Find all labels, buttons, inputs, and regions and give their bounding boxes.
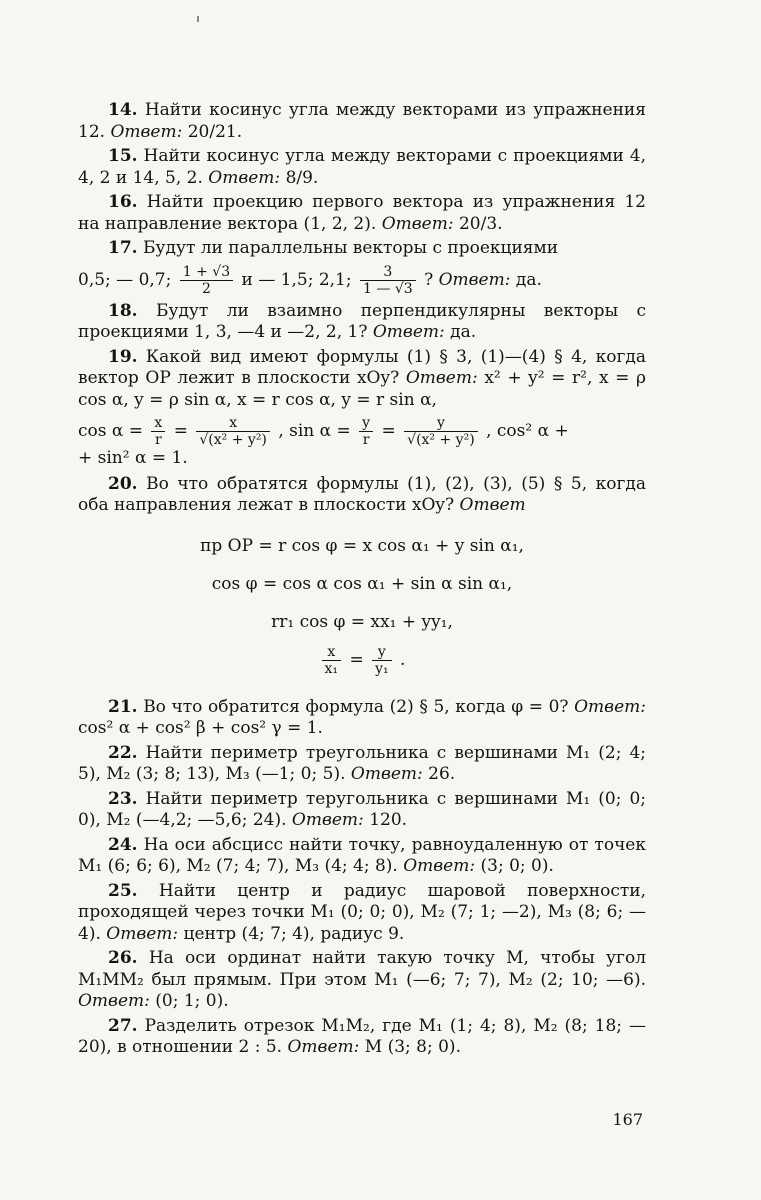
exercise-27: 27. Разделить отрезок M₁M₂, где M₁ (1; 4; 8), M₂ (8; 18; —20), в отношении 2 : 5. Ответ: M (3; 8; 0). — [78, 1015, 647, 1057]
page-content — [78, 100, 646, 1062]
page-number: 167 — [612, 1110, 643, 1129]
exercise-22: 22. Найти периметр треугольника с вершинами M₁ (2; 4; 5), M₂ (3; 8; 13), M₃ (—1; 0; 5). Ответ: 26. — [78, 742, 646, 784]
formula-line: cos φ = cos α cos α₁ + sin α sin α₁, — [211, 573, 513, 594]
exercise-16: 16. Найти проекцию первого вектора из упражнения 12 на направление вектора (1, 2, 2). Ответ: 20/3. — [78, 192, 647, 234]
fraction: $\frac{x}{\text{√(x² + y²)}}$ — [196, 415, 270, 448]
exercise-19-formula: cos α = $\frac{x}{r}$ = $\frac{x}{\text{√(x² + y²)}}$ , sin α = $\frac{y}{r}$ = $\frac{y}{\text{√(x² + y²)}}$ , cos² α + + sin² α = 1. — [78, 415, 569, 468]
exercise-15: 15. Найти косинус угла между векторами с проекциями 4, 4, 2 и 14, 5, 2. Ответ: 8/9. — [78, 146, 646, 188]
exercise-19: 19. Какой вид имеют формулы (1) § 3, (1)—(4) § 4, когда вектор OP лежит в плоскости xOy? Ответ: x² + y² = r², x = ρ cos α, y = ρ sin α, x = r cos α, y = r sin α, — [78, 346, 647, 410]
fraction: $\frac{3}{1 — √3}$ — [360, 264, 416, 297]
display-formulas — [78, 527, 646, 679]
formula-line: пр OP = r cos φ = x cos α₁ + y sin α₁, — [200, 535, 524, 556]
exercise-17: 17. Будут ли параллельны векторы с проекциями — [108, 238, 559, 258]
formula-line: $\frac{x}{\text{x₁}}$ = $\frac{y}{\text{y₁}}$ . — [78, 641, 646, 679]
exercise-23: 23. Найти периметр теругольника с вершинами M₁ (0; 0; 0), M₂ (—4,2; —5,6; 24). Ответ: 120. — [78, 788, 646, 830]
fraction: $\frac{y}{\text{√(x² + y²)}}$ — [404, 415, 478, 448]
scan-mark — [197, 16, 199, 22]
fraction: $\frac{1 + √3}{2}$ — [180, 264, 233, 297]
exercise-18: 18. Будут ли взаимно перпендикулярны векторы с проекциями 1, 3, —4 и —2, 2, 1? Ответ: да. — [78, 300, 646, 342]
fraction: $\frac{x}{\text{x₁}}$ — [322, 644, 342, 677]
fraction: $\frac{y}{r}$ — [359, 415, 373, 448]
exercise-26: 26. На оси ординат найти такую точку M, чтобы угол M₁MM₂ был прямым. При этом M₁ (—6; 7; 7), M₂ (2; 10; —6). Ответ: (0; 1; 0). — [78, 948, 647, 1011]
fraction: $\frac{y}{\text{y₁}}$ — [372, 644, 392, 677]
fraction: $\frac{x}{r}$ — [151, 415, 165, 448]
exercise-21: 21. Во что обратится формула (2) § 5, когда φ = 0? Ответ: cos² α + cos² β + cos² γ = 1. — [78, 696, 646, 738]
exercise-25: 25. Найти центр и радиус шаровой поверхности, проходящей через точки M₁ (0; 0; 0), M₂ (7; 1; —2), M₃ (8; 6; —4). Ответ: центр (4; 7; 4), радиус 9. — [78, 880, 646, 944]
formula-line: rr₁ cos φ = xx₁ + yy₁, — [271, 611, 453, 632]
exercise-17-formula: 0,5; — 0,7; $\frac{1 + √3}{2}$ и — 1,5; 2,1; $\frac{3}{1 — √3}$ ? Ответ: да. — [78, 263, 542, 297]
exercise-20: 20. Во что обратятся формулы (1), (2), (3), (5) § 5, когда оба направления лежат в плоскости xOy? Ответ — [78, 473, 647, 515]
exercise-24: 24. На оси абсцисс найти точку, равноудаленную от точек M₁ (6; 6; 6), M₂ (7; 4; 7), M₃ (4; 4; 8). Ответ: (3; 0; 0). — [78, 834, 646, 876]
exercise-14: 14. Найти косинус угла между векторами из упражнения 12. Ответ: 20/21. — [78, 100, 646, 142]
